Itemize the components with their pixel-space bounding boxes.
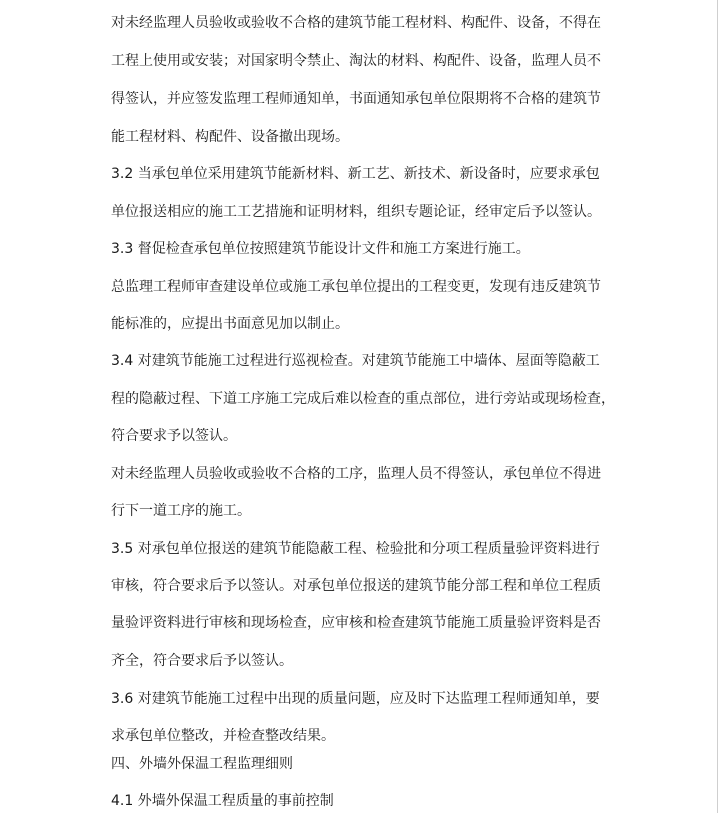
paragraph-line: 总监理工程师审查建设单位或施工承包单位提出的工程变更，发现有违反建筑节 — [111, 279, 601, 295]
section-heading: 四、外墙外保温工程监理细则 — [111, 756, 293, 772]
paragraph-line: 求承包单位整改，并检查整改结果。 — [111, 728, 335, 744]
paragraph-line: 审核，符合要求后予以签认。对承包单位报送的建筑节能分部工程和单位工程质 — [111, 578, 601, 594]
paragraph-line: 符合要求予以签认。 — [111, 428, 237, 444]
paragraph-line: 单位报送相应的施工工艺措施和证明材料，组织专题论证，经审定后予以签认。 — [111, 204, 601, 220]
paragraph-line: 能标准的，应提出书面意见加以制止。 — [111, 316, 349, 332]
paragraph-line: 工程上使用或安装；对国家明令禁止、淘汰的材料、构配件、设备，监理人员不 — [111, 53, 601, 69]
paragraph-line: 对未经监理人员验收或验收不合格的工序，监理人员不得签认，承包单位不得进 — [111, 466, 601, 482]
paragraph-line: 得签认，并应签发监理工程师通知单，书面通知承包单位限期将不合格的建筑节 — [111, 91, 601, 107]
paragraph-line: 3.4 对建筑节能施工过程进行巡视检查。对建筑节能施工中墙体、屋面等隐蔽工 — [111, 353, 600, 369]
paragraph-line: 行下一道工序的施工。 — [111, 503, 251, 519]
paragraph-line: 3.2 当承包单位采用建筑节能新材料、新工艺、新技术、新设备时，应要求承包 — [111, 166, 600, 182]
paragraph-line: 程的隐蔽过程、下道工序施工完成后难以检查的重点部位，进行旁站或现场检查， — [111, 391, 615, 407]
paragraph-line: 能工程材料、构配件、设备撤出现场。 — [111, 129, 349, 145]
paragraph-line: 量验评资料进行审核和现场检查，应审核和检查建筑节能施工质量验评资料是否 — [111, 615, 601, 631]
paragraph-line: 3.3 督促检查承包单位按照建筑节能设计文件和施工方案进行施工。 — [111, 241, 530, 257]
subsection-heading: 4.1 外墙外保温工程质量的事前控制 — [111, 793, 334, 809]
paragraph-line: 3.6 对建筑节能施工过程中出现的质量问题，应及时下达监理工程师通知单，要 — [111, 691, 600, 707]
paragraph-line: 齐全，符合要求后予以签认。 — [111, 653, 293, 669]
paragraph-line: 对未经监理人员验收或验收不合格的建筑节能工程材料、构配件、设备，不得在 — [111, 15, 601, 31]
paragraph-line: 3.5 对承包单位报送的建筑节能隐蔽工程、检验批和分项工程质量验评资料进行 — [111, 541, 600, 557]
